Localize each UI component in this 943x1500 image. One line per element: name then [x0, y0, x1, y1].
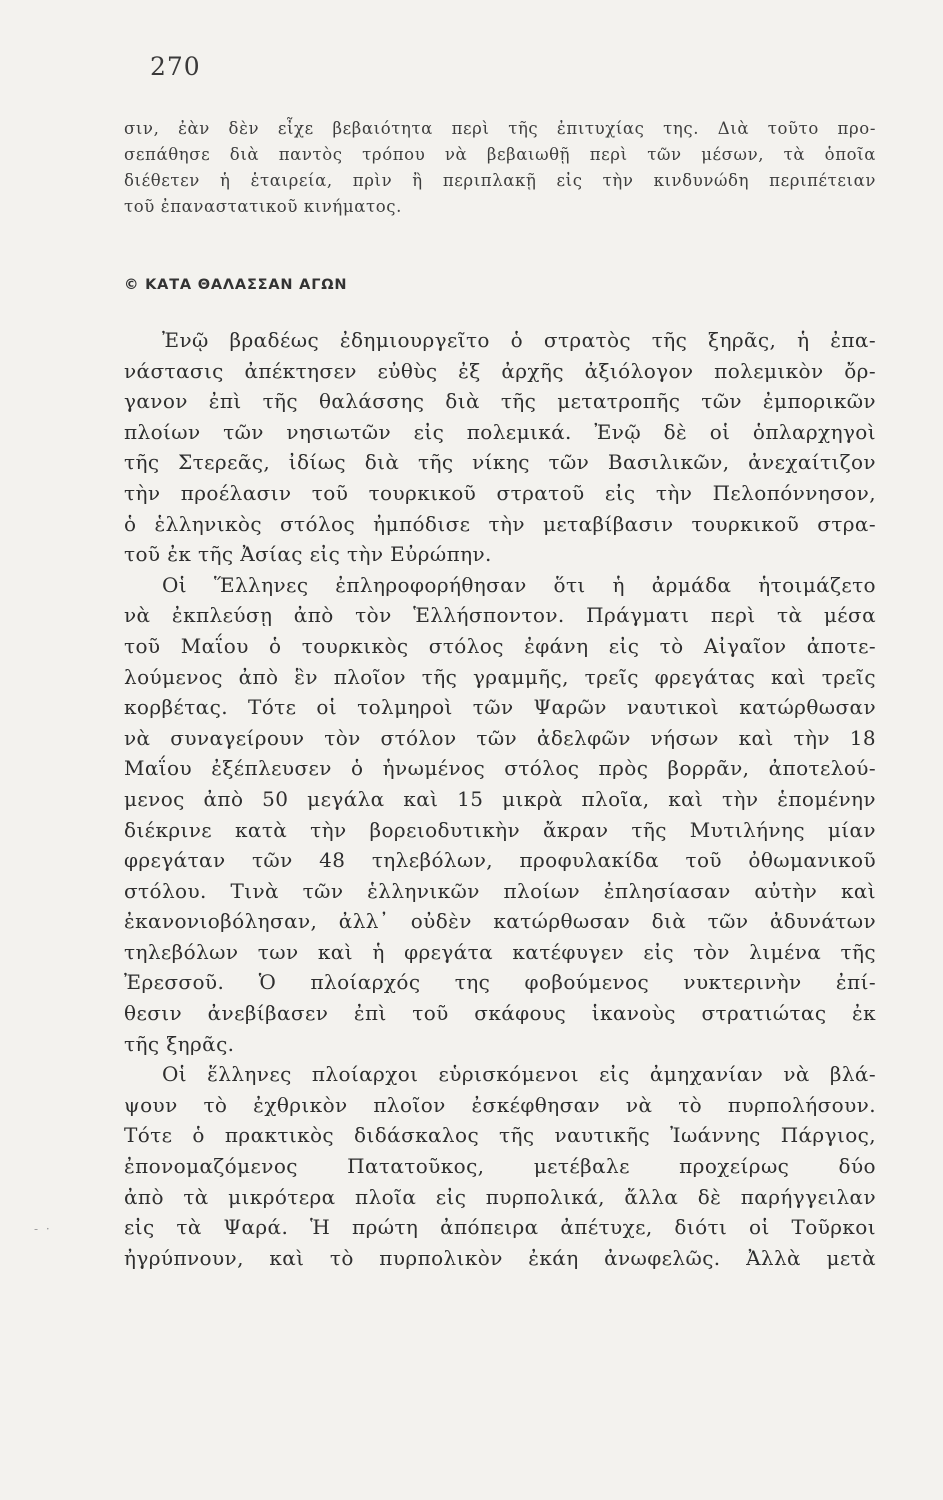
body-line: Οἱ Ἕλληνες ἐπληροφορήθησαν ὅτι ἡ ἀρμάδα ἡτοιμάζετο: [162, 572, 876, 597]
body-line: διέκρινε κατὰ τὴν βορειοδυτικὴν ἄκραν τῆς Μυτιλήνης μίαν: [124, 817, 876, 842]
intro-paragraph: [124, 116, 876, 220]
body-line: τῆς Στερεᾶς, ἰδίως διὰ τῆς νίκης τῶν Βασιλικῶν, ἀνεχαίτιζον: [124, 450, 876, 475]
body-line: τοῦ ἐκ τῆς Ἀσίας εἰς τὴν Εὐρώπην.: [124, 542, 492, 567]
section-heading: © ΚΑΤΑ ΘΑΛΑΣΣΑΝ ΑΓΩΝ: [124, 277, 348, 293]
body-line: θεσιν ἀνεβίβασεν ἐπὶ τοῦ σκάφους ἱκανοὺς στρατιώτας ἐκ: [124, 1001, 876, 1026]
body-line: νὰ ἐκπλεύσῃ ἀπὸ τὸν Ἑλλήσποντον. Πράγματι περὶ τὰ μέσα: [124, 603, 876, 628]
body-line: νὰ συναγείρουν τὸν στόλον τῶν ἀδελφῶν νήσων καὶ τὴν 18: [124, 725, 876, 750]
body-line: φρεγάταν τῶν 48 τηλεβόλων, προφυλακίδα τοῦ ὀθωμανικοῦ: [124, 848, 876, 873]
intro-line: σιν, ἐὰν δὲν εἶχε βεβαιότητα περὶ τῆς ἐπιτυχίας της. Διὰ τοῦτο προ-: [124, 119, 876, 138]
body-line: Τότε ὁ πρακτικὸς διδάσκαλος τῆς ναυτικῆς Ἰωάννης Πάργιος,: [124, 1123, 876, 1148]
body-line: ἐκανονιοβόλησαν, ἀλλ᾽ οὐδὲν κατώρθωσαν διὰ τῶν ἀδυνάτων: [124, 909, 876, 934]
body-line: Οἱ ἕλληνες πλοίαρχοι εὑρισκόμενοι εἰς ἀμηχανίαν νὰ βλά-: [162, 1062, 876, 1087]
body-line: ἠγρύπνουν, καὶ τὸ πυρπολικὸν ἐκάη ἀνωφελῶς. Ἀλλὰ μετὰ: [124, 1245, 876, 1270]
body-line: τῆς ξηρᾶς.: [124, 1031, 235, 1056]
body-line: πλοίων τῶν νησιωτῶν εἰς πολεμικά. Ἐνῷ δὲ οἱ ὁπλαρχηγοὶ: [124, 419, 876, 444]
body-line: ψουν τὸ ἐχθρικὸν πλοῖον ἐσκέφθησαν νὰ τὸ πυρπολήσουν.: [124, 1092, 876, 1117]
body-line: ὁ ἑλληνικὸς στόλος ἠμπόδισε τὴν μεταβίβασιν τουρκικοῦ στρα-: [124, 511, 876, 536]
body-line: στόλου. Τινὰ τῶν ἑλληνικῶν πλοίων ἐπλησίασαν αὐτὴν καὶ: [124, 878, 876, 903]
body-line: κορβέτας. Τότε οἱ τολμηροὶ τῶν Ψαρῶν ναυτικοὶ κατώρθωσαν: [124, 695, 876, 720]
body-line: νάστασις ἀπέκτησεν εὐθὺς ἐξ ἀρχῆς ἀξιόλογον πολεμικὸν ὄρ-: [124, 358, 876, 383]
body-line: λούμενος ἀπὸ ἓν πλοῖον τῆς γραμμῆς, τρεῖς φρεγάτας καὶ τρεῖς: [124, 664, 876, 689]
body-line: γανον ἐπὶ τῆς θαλάσσης διὰ τῆς μετατροπῆς τῶν ἐμπορικῶν: [124, 389, 876, 414]
body-text: [124, 325, 876, 1273]
body-line: τὴν προέλασιν τοῦ τουρκικοῦ στρατοῦ εἰς τὴν Πελοπόννησον,: [124, 480, 876, 505]
body-line: ἀπὸ τὰ μικρότερα πλοῖα εἰς πυρπολικά, ἄλλα δὲ παρήγγειλαν: [124, 1184, 876, 1209]
body-line: τοῦ Μαΐου ὁ τουρκικὸς στόλος ἐφάνη εἰς τὸ Αἰγαῖον ἀποτε-: [124, 633, 876, 658]
body-line: Ἐνῷ βραδέως ἐδημιουργεῖτο ὁ στρατὸς τῆς ξηρᾶς, ἡ ἐπα-: [162, 328, 876, 352]
body-line: εἰς τὰ Ψαρά. Ἡ πρώτη ἀπόπειρα ἀπέτυχε, διότι οἱ Τοῦρκοι: [124, 1215, 876, 1240]
body-line: Ἐρεσσοῦ. Ὁ πλοίαρχός της φοβούμενος νυκτερινὴν ἐπί-: [124, 970, 876, 995]
body-line: τηλεβόλων των καὶ ἡ φρεγάτα κατέφυγεν εἰς τὸν λιμένα τῆς: [124, 939, 876, 964]
body-line: μενος ἀπὸ 50 μεγάλα καὶ 15 μικρὰ πλοῖα, καὶ τὴν ἑπομένην: [124, 786, 876, 811]
intro-line: διέθετεν ἡ ἑταιρεία, πρὶν ἢ περιπλακῇ εἰς τὴν κινδυνώδη περιπέτειαν: [124, 171, 876, 190]
body-line: ἐπονομαζόμενος Πατατοῦκος, μετέβαλε προχείρως δύο: [124, 1154, 876, 1179]
intro-line: σεπάθησε διὰ παντὸς τρόπου νὰ βεβαιωθῇ περὶ τῶν μέσων, τὰ ὁποῖα: [124, 145, 876, 164]
body-line: Μαΐου ἐξέπλευσεν ὁ ἡνωμένος στόλος πρὸς βορρᾶν, ἀποτελού-: [124, 756, 876, 781]
margin-mark: - ·: [34, 1222, 52, 1236]
intro-line: τοῦ ἐπαναστατικοῦ κινήματος.: [124, 197, 402, 216]
page-number: 270: [150, 52, 201, 81]
